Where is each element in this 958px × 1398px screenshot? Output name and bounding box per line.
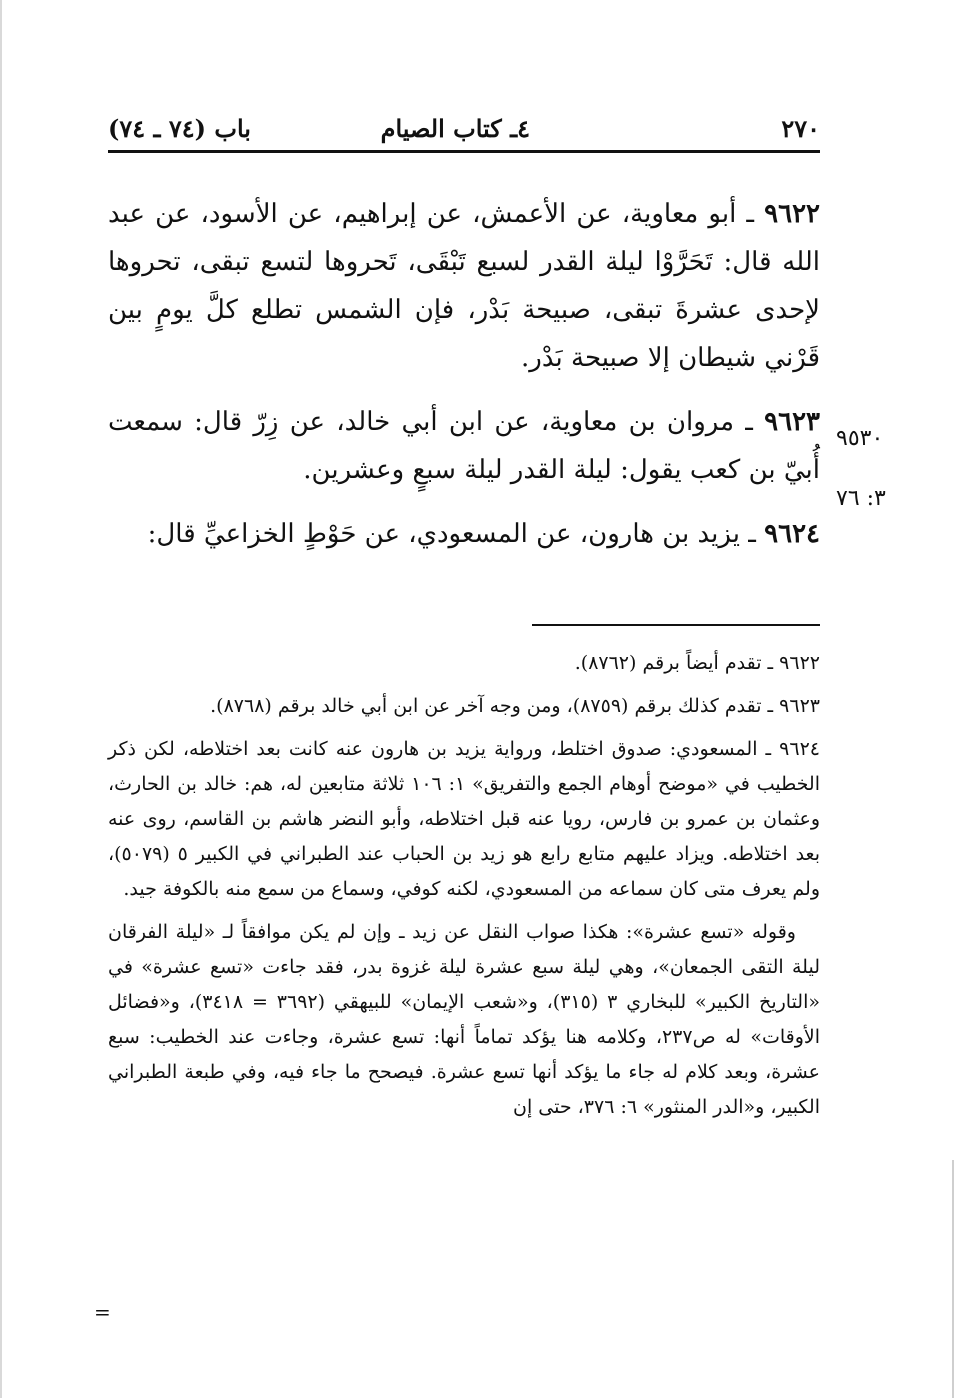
hadith-entry xyxy=(108,190,820,382)
hadith-number: ٩٦٢٤ xyxy=(764,519,820,549)
hadith-number: ٩٦٢٢ xyxy=(764,199,820,229)
footnote: ٩٦٢٤ ـ المسعودي: صدوق اختلط، ورواية يزيد بن هارون عنه كانت بعد اختلاطه، لكن ذكر الخطيب في «موضح أوهام الجمع والتفريق» ١: ١٠٦ ثلاثة متابعين له، هم: خالد بن الحارث، وعثمان بن عمرو بن فارس، رويا عنه قبل اختلاطه، وأبو النضر هاشم بن القاسم، روى عنه بعد اختلاطه. ويزاد عليهم متابع رابع هو زيد بن الحباب عند الطبراني في الكبير ٥ (٥٠٧٩)، ولم يعرف متى كان سماعه من المسعودي، لكنه كوفي، وسماع من سمع منه بالكوفة جيد. xyxy=(108,738,821,900)
footnote: ٩٦٢٣ ـ تقدم كذلك برقم (٨٧٥٩)، ومن وجه آخر عن ابن أبي خالد برقم (٨٧٦٨). xyxy=(210,695,820,717)
header-rule xyxy=(108,150,820,153)
book-title: ٤ـ كتاب الصيام xyxy=(380,114,530,143)
continuation-mark: = xyxy=(94,1300,111,1324)
hadith-text: ـ يزيد بن هارون، عن المسعودي، عن حَوْطٍ الخزاعيِّ قال: xyxy=(147,519,765,549)
footnote: ٩٦٢٢ ـ تقدم أيضاً برقم (٨٧٦٢). xyxy=(574,652,820,674)
footnote: وقوله «تسع عشرة»: هكذا صواب النقل عن زيد ـ وإن لم يكن موافقاً لـ «ليلة الفرقان ليلة التقى الجمعان»، وهي ليلة سبع عشرة ليلة غزوة بدر، فقد جاءت «تسع عشرة» في «التاريخ الكبير» للبخاري ٣ (٣١٥)، و«شعب الإيمان» للبيهقي (٣٦٩٢ = ٣٤١٨)، و«فضائل الأوقات» له ص٢٣٧، وكلامه هنا يؤكد تماماً أنها: تسع عشرة، وجاءت عند الخطيب: سبع عشرة، وبعد كلام له جاء ما يؤكد أنها تسع عشرة. فيصحح ما جاء فيه، وفي طبعة الطبراني الكبير، و«الدر المنثور» ٦: ٣٧٦، حتى إن xyxy=(108,921,821,1118)
hadith-number: ٩٦٢٣ xyxy=(764,407,820,437)
chapter-label: باب (٧٤ ـ ٧٤) xyxy=(108,114,251,143)
hadith-text: ـ أبو معاوية، عن الأعمش، عن إبراهيم، عن الأسود، عن عبد الله قال: تَحَرَّوْا ليلة القدر لسبع تَبْقَى، تَحروها لتسع تبقى، تحروها لإحدى عشرةَ تبقى، صبيحة بَدْر، فإن الشمس تطلع كلَّ يومٍ بين قَرْني شيطان إلا صبيحة بَدْر. xyxy=(108,199,820,373)
hadith-entry xyxy=(108,398,820,494)
footnote-separator xyxy=(532,624,820,626)
page-edge-shadow xyxy=(0,0,2,1398)
page-number: ٢٧٠ xyxy=(781,114,820,143)
main-text xyxy=(108,190,820,574)
hadith-text: ـ مروان بن معاوية، عن ابن أبي خالد، عن زِرّ قال: سمعت أُبيّ بن كعب يقول: ليلة القدر ليلة سبعٍ وعشرين. xyxy=(108,407,820,485)
hadith-entry xyxy=(108,510,820,558)
margin-reference: ٩٥٣٠ xyxy=(836,426,884,451)
page-edge-line xyxy=(952,1160,954,1398)
footnotes xyxy=(108,646,820,1133)
running-header xyxy=(108,108,820,148)
margin-reference: ٣: ٧٦ xyxy=(836,486,886,511)
